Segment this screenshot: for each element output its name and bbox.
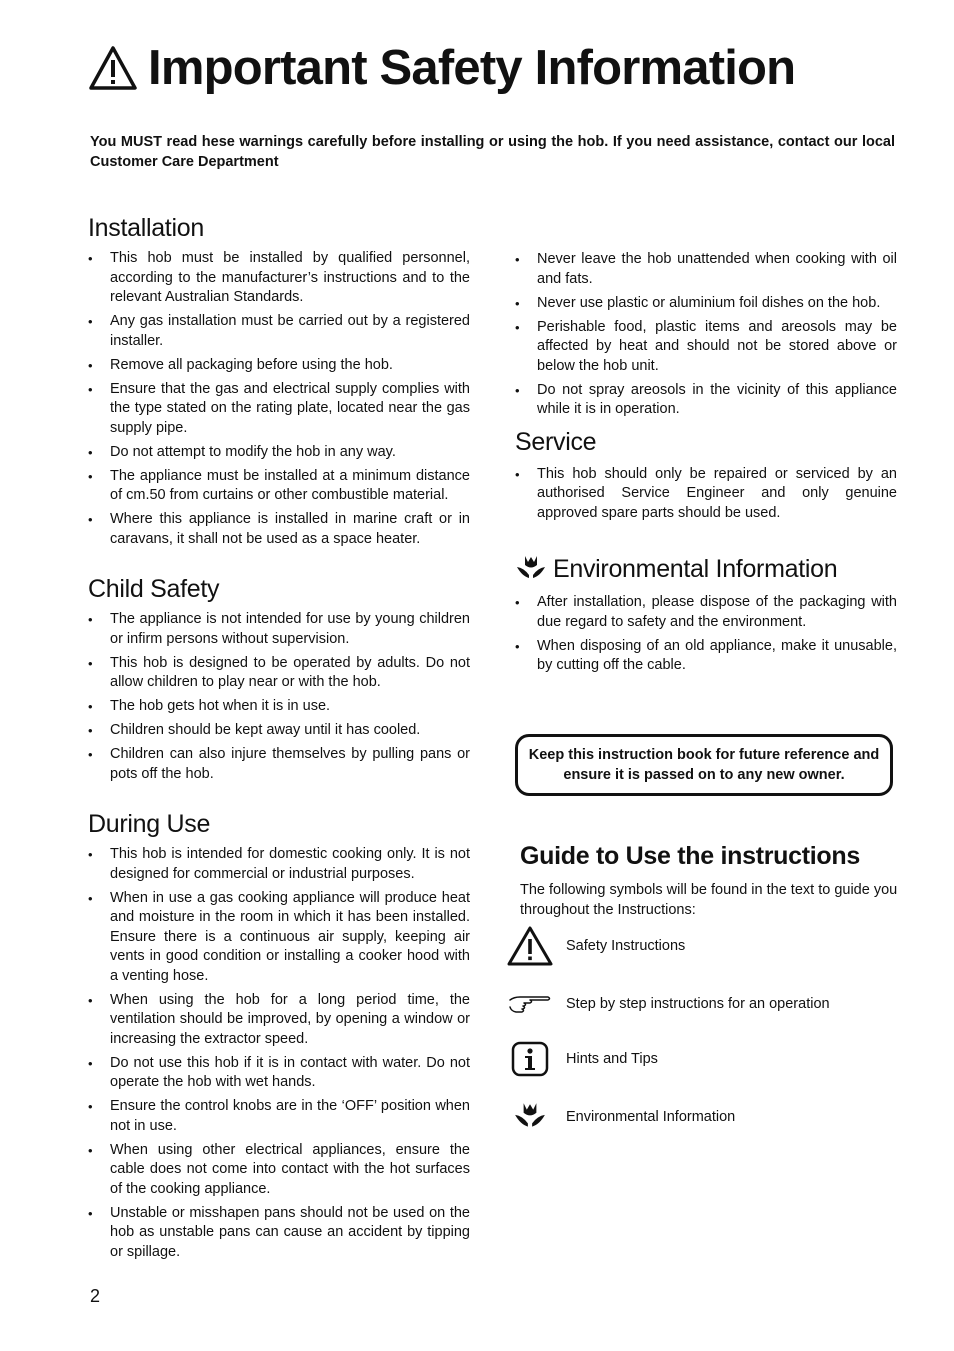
list-item: • When using other electrical appliances, ensure the cable does not come into contact with the hot surfaces of the cooking appliance. — [88, 1141, 470, 1200]
right-column — [515, 250, 897, 680]
symbol-label: Environmental Information — [566, 1109, 736, 1125]
list-item: • This hob should only be repaired or serviced by an authorised Service Engineer and only genuine approved spare parts should be used. — [515, 465, 897, 524]
pointing-hand-icon — [508, 991, 552, 1017]
environmental-list — [515, 593, 897, 676]
list-item: • Where this appliance is installed in marine craft or in caravans, it shall not be used as a space heater. — [88, 510, 470, 549]
page-title: Important Safety Information — [148, 41, 796, 95]
during-use-section — [88, 810, 470, 1262]
service-section — [515, 428, 897, 524]
symbol-label: Step by step instructions for an operation — [566, 996, 830, 1012]
list-item: • Never leave the hob unattended when cooking with oil and fats. — [515, 250, 897, 289]
installation-list — [88, 249, 470, 549]
list-item: • This hob is intended for domestic cooking only. It is not designed for commercial or industrial purposes. — [88, 845, 470, 884]
symbol-row-steps — [505, 984, 830, 1024]
page-title-row — [88, 40, 795, 96]
list-item: • Unstable or misshapen pans should not be used on the hob as unstable pans can cause an accident by tipping or spillage. — [88, 1204, 470, 1263]
list-item: • When in use a gas cooking appliance will produce heat and moisture in the room in which it has been installed. Ensure there is a continuous air supply, keeping air vents in good condition or installing a cooker hood with a venting hose. — [88, 889, 470, 987]
child-safety-heading: Child Safety — [88, 575, 220, 603]
during-use-list — [88, 845, 470, 1262]
list-item: • The hob gets hot when it is in use. — [88, 697, 470, 717]
left-column — [88, 214, 470, 1288]
installation-heading: Installation — [88, 214, 204, 242]
list-item: • Do not use this hob if it is in contact with water. Do not operate the hob with wet hands. — [88, 1054, 470, 1093]
tulip-icon — [513, 1100, 547, 1134]
tulip-icon — [515, 553, 547, 585]
service-heading: Service — [515, 427, 597, 456]
use-warnings-list — [515, 250, 897, 420]
list-item: • Perishable food, plastic items and areosols may be affected by heat and should not be stored above or below the hob unit. — [515, 318, 897, 377]
list-item: • Children can also injure themselves by pulling pans or pots off the hob. — [88, 745, 470, 784]
environmental-heading-row — [515, 553, 897, 585]
symbol-label: Safety Instructions — [566, 938, 686, 954]
environmental-heading: Environmental Information — [553, 554, 838, 583]
environmental-section — [515, 553, 897, 676]
list-item: • The appliance is not intended for use by young children or infirm persons without supervision. — [88, 610, 470, 649]
page-number: 2 — [90, 1286, 101, 1306]
child-safety-list — [88, 610, 470, 784]
warning-triangle-icon — [506, 925, 554, 967]
list-item: • After installation, please dispose of the packaging with due regard to safety and the environment. — [515, 593, 897, 632]
guide-section — [520, 842, 910, 920]
warning-triangle-icon — [88, 45, 138, 91]
list-item: • Remove all packaging before using the hob. — [88, 356, 470, 376]
list-item: • Never use plastic or aluminium foil dishes on the hob. — [515, 294, 897, 314]
list-item: • Ensure that the gas and electrical supply complies with the type stated on the rating plate, located near the gas supply pipe. — [88, 380, 470, 439]
list-item: • This hob is designed to be operated by adults. Do not allow children to play near or with the hob. — [88, 654, 470, 693]
during-use-heading: During Use — [88, 810, 211, 838]
symbol-row-environment — [505, 1097, 735, 1137]
child-safety-section — [88, 575, 470, 784]
list-item: • Children should be kept away until it has cooled. — [88, 721, 470, 741]
symbol-label: Hints and Tips — [566, 1051, 658, 1067]
guide-heading: Guide to Use the instructions — [520, 842, 860, 870]
guide-intro: The following symbols will be found in the text to guide you throughout the Instructions: — [520, 882, 898, 918]
installation-section — [88, 214, 470, 549]
list-item: • Do not attempt to modify the hob in any way. — [88, 443, 470, 463]
list-item: • Do not spray areosols in the vicinity of this appliance while it is in operation. — [515, 381, 897, 420]
list-item: • When using the hob for a long period time, the ventilation should be improved, by opening a window or increasing the extractor speed. — [88, 991, 470, 1050]
info-icon — [511, 1041, 549, 1077]
service-list — [515, 465, 897, 524]
list-item: • This hob must be installed by qualified personnel, according to the manufacturer’s instructions and to the relevant Australian Standards. — [88, 249, 470, 308]
intro-text: You MUST read hese warnings carefully before installing or using the hob. If you need assistance, contact our local Customer Care Department — [90, 134, 895, 170]
keep-instructions-note: Keep this instruction book for future reference and ensure it is passed on to any new owner. — [515, 734, 893, 796]
symbol-row-safety — [505, 926, 685, 966]
list-item: • The appliance must be installed at a minimum distance of cm.50 from curtains or other combustible material. — [88, 467, 470, 506]
list-item: • When disposing of an old appliance, make it unusable, by cutting off the cable. — [515, 637, 897, 676]
symbol-row-hints — [505, 1039, 658, 1079]
list-item: • Any gas installation must be carried out by a registered installer. — [88, 312, 470, 351]
list-item: • Ensure the control knobs are in the ‘OFF’ position when not in use. — [88, 1097, 470, 1136]
